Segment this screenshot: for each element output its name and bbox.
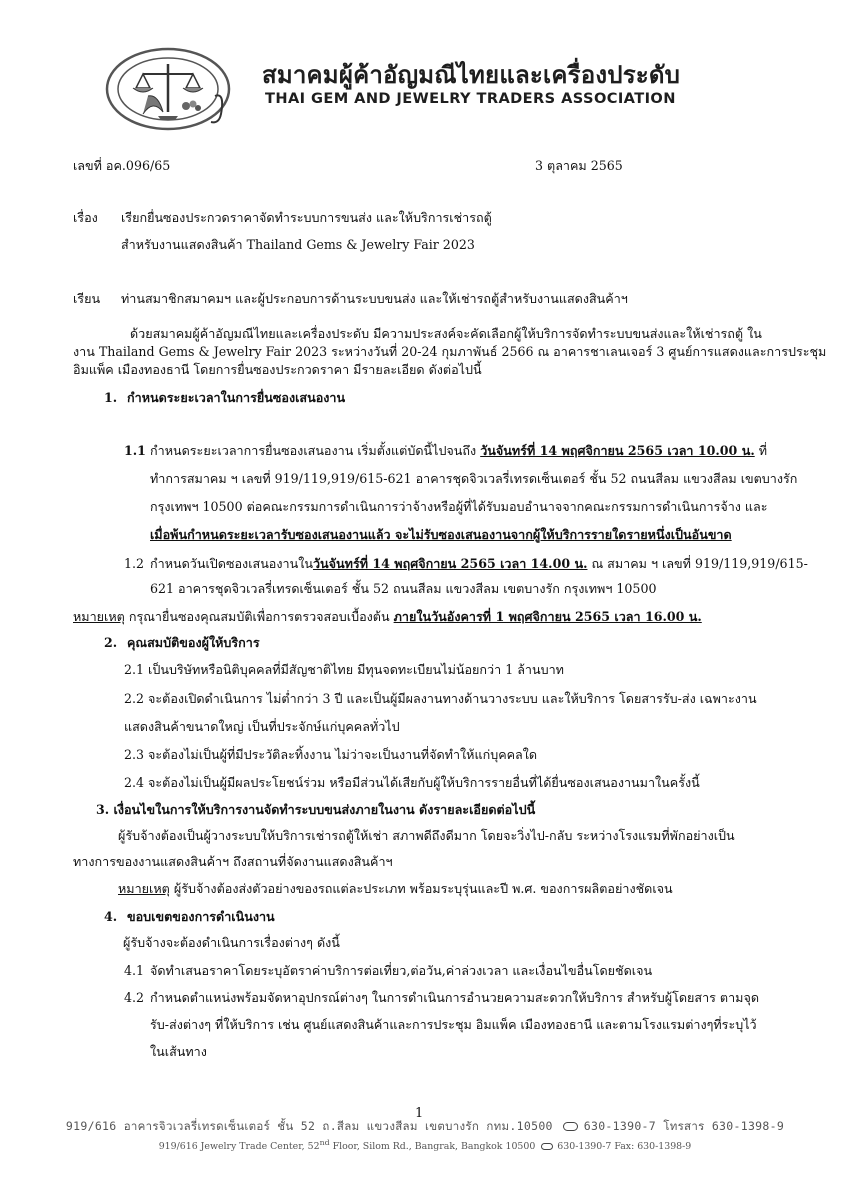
note-2-label: หมายเหตุ [118,881,170,896]
note-1-text: กรุณายื่นซองคุณสมบัติเพื่อการตรวจสอบเบื้องต้น [124,609,394,624]
item-4-2-number: 4.2 [124,990,145,1005]
intro-line-1: ด้วยสมาคมผู้ค้าอัญมณีไทยและเครื่องประดับ มีความประสงค์จะคัดเลือกผู้ให้บริการจัดทำระบบขนส่งและให้เช่ารถตู้ ใน [130,326,762,341]
item-4-1-number: 4.1 [124,963,145,978]
footer-address-english-text: 919/616 Jewelry Trade Center, 52 [158,1141,320,1153]
item-1-1-number: 1.1 [124,443,146,458]
item-1-2-text: กำหนดวันเปิดซองเสนองานใน [150,556,313,571]
item-1-1-tail: ที่ [754,443,768,458]
footer-address-english-rest: Floor, Silom Rd., Bangrak, Bangkok 10500 [329,1141,536,1153]
item-1-1-text: กำหนดระยะเวลาการยื่นซองเสนองาน เริ่มตั้งแต่บัดนี้ไปจนถึง [150,443,481,458]
section-4-intro: ผู้รับจ้างจะต้องดำเนินการเรื่องต่างๆ ดังนี้ [123,935,340,950]
subject-label: เรื่อง [73,210,98,225]
subject-line-1: เรียกยื่นซองประกวดราคาจัดทำระบบการขนส่ง และให้บริการเช่ารถตู้ [121,210,492,225]
association-logo [103,44,233,134]
phone-icon [563,1122,578,1131]
item-2-2-line-2: แสดงสินค้าขนาดใหญ่ เป็นที่ประจักษ์แก่บุคคลทั่วไป [124,719,400,734]
note-1 [73,608,702,626]
item-1-1-line-2: ทำการสมาคม ฯ เลขที่ 919/119,919/615-621 อาคารชุดจิวเวลรี่เทรดเซ็นเตอร์ ชั้น 52 ถนนสีลม แขวงสีลม เขตบางรัก [150,471,798,486]
item-4-2-line-2: รับ-ส่งต่างๆ ที่ให้บริการ เช่น ศูนย์แสดงสินค้าและการประชุม อิมแพ็ค เมืองทองธานี และตามโรงแรมต่างๆที่ระบุไว้ [150,1017,757,1032]
item-1-2-tail: ณ สมาคม ฯ เลขที่ 919/119,919/615- [587,556,808,571]
org-name-thai: สมาคมผู้ค้าอัญมณีไทยและเครื่องประดับ [262,61,681,89]
item-1-2-opening-date: วันจันทร์ที่ 14 พฤศจิกายน 2565 เวลา 14.00 น. [312,556,588,571]
page-number: 1 [415,1106,424,1121]
section-3-title: 3. เงื่อนไขในการให้บริการงานจัดทำระบบขนส่งภายในงาน ดังรายละเอียดต่อไปนี้ [96,802,536,817]
item-1-2-line-2: 621 อาคารชุดจิวเวลรี่เทรดเซ็นเตอร์ ชั้น 52 ถนนสีลม แขวงสีลม เขตบางรัก กรุงเทพฯ 10500 [150,581,657,596]
item-4-2-line-1: กำหนดตำแหน่งพร้อมจัดหาอุปกรณ์ต่างๆ ในการดำเนินการอำนวยความสะดวกให้บริการ สำหรับผู้โดยสาร ตามจุด [150,990,760,1005]
item-1-2-number: 1.2 [124,556,145,571]
footer-address-english [0,1138,850,1152]
section-2-number: 2. [104,635,118,650]
section-3-line-2: ทางการของงานแสดงสินค้าฯ ถึงสถานที่จัดงานแสดงสินค้าฯ [73,854,393,869]
item-2-1: 2.1 เป็นบริษัทหรือนิติบุคคลที่มีสัญชาติไทย มีทุนจดทะเบียนไม่น้อยกว่า 1 ล้านบาท [124,662,564,677]
item-1-1-line-3: กรุงเทพฯ 10500 ต่อคณะกรรมการดำเนินการว่าจ้างหรือผู้ที่ได้รับมอบอำนาจจากคณะกรรมการดำเนินการจ้าง และ [150,499,768,514]
to-text: ท่านสมาชิกสมาคมฯ และผู้ประกอบการด้านระบบขนส่ง และให้เช่ารถตู้สำหรับงานแสดงสินค้าฯ [121,291,628,306]
document-date: 3 ตุลาคม 2565 [535,158,623,173]
footer-floor-suffix: nd [319,1138,330,1147]
item-1-1-deadline: วันจันทร์ที่ 14 พฤศจิกายน 2565 เวลา 10.00 น. [480,443,755,458]
section-4-number: 4. [104,909,118,924]
item-1-2-line-1 [150,555,808,573]
org-name-english: THAI GEM AND JEWELRY TRADERS ASSOCIATION [265,90,676,107]
footer-phone-english: 630-1390-7 Fax: 630-1398-9 [557,1141,692,1153]
item-1-1-warning: เมื่อพ้นกำหนดระยะเวลารับซองเสนองานแล้ว จะไม่รับซองเสนองานจากผู้ให้บริการรายใดรายหนึ่งเป็นอันขาด [150,527,732,542]
section-2-title: คุณสมบัติของผู้ให้บริการ [127,635,260,650]
item-4-1: จัดทำเสนอราคาโดยระบุอัตราค่าบริการต่อเที่ยว,ต่อวัน,ค่าล่วงเวลา และเงื่อนไขอื่นโดยชัดเจน [150,963,653,978]
footer-phone-thai: 630-1390-7 โทรสาร 630-1398-9 [583,1119,785,1133]
note-1-label: หมายเหตุ [73,609,125,624]
note-2 [118,880,673,898]
note-2-text: ผู้รับจ้างต้องส่งตัวอย่างของรถแต่ละประเภท พร้อมระบุรุ่นและปี พ.ศ. ของการผลิตอย่างชัดเจน [169,881,673,896]
footer-address-thai-text: 919/616 อาคารจิวเวลรี่เทรดเซ็นเตอร์ ชั้น 52 ถ.สีลม แขวงสีลม เขตบางรัก กทม.10500 [65,1119,553,1133]
item-2-3: 2.3 จะต้องไม่เป็นผู้ที่มีประวัติละทิ้งงาน ไม่ว่าจะเป็นงานที่จัดทำให้แก่บุคคลใด [124,747,538,762]
intro-line-3: อิมแพ็ค เมืองทองธานี โดยการยื่นซองประกวดราคา มีรายละเอียด ดังต่อไปนี้ [73,362,482,377]
item-1-1-line-1 [150,442,767,460]
footer-address-thai [0,1118,850,1136]
note-1-deadline: ภายในวันอังคารที่ 1 พฤศจิกายน 2565 เวลา 16.00 น. [393,609,702,624]
item-4-2-line-3: ในเส้นทาง [150,1044,207,1059]
section-1-title: กำหนดระยะเวลาในการยื่นซองเสนองาน [127,390,346,405]
phone-icon [541,1143,553,1150]
intro-line-2: งาน Thailand Gems & Jewelry Fair 2023 ระหว่างวันที่ 20-24 กุมภาพันธ์ 2566 ณ อาคารชาเลนเจอร์ 3 ศูนย์การแสดงและการประชุม [73,344,827,359]
item-2-2-line-1: 2.2 จะต้องเปิดดำเนินการ ไม่ต่ำกว่า 3 ปี และเป็นผู้มีผลงานทางด้านวางระบบ และให้บริการ โดยสารรับ-ส่ง เฉพาะงาน [124,691,757,706]
subject-line-2: สำหรับงานแสดงสินค้า Thailand Gems & Jewelry Fair 2023 [121,237,475,252]
section-4-title: ขอบเขตของการดำเนินงาน [127,909,275,924]
section-3-line-1: ผู้รับจ้างต้องเป็นผู้วางระบบให้บริการเช่ารถตู้ให้เช่า สภาพดีถึงดีมาก โดยจะวิ่งไป-กลับ ระหว่างโรงแรมที่พักอย่างเป็น [118,828,735,843]
document-number: เลขที่ อค.096/65 [73,158,171,173]
section-1-number: 1. [104,390,118,405]
to-label: เรียน [73,291,101,306]
item-2-4: 2.4 จะต้องไม่เป็นผู้มีผลประโยชน์ร่วม หรือมีส่วนได้เสียกับผู้ให้บริการรายอื่นที่ได้ยื่นซองเสนองานมาในครั้งนี้ [124,775,700,790]
